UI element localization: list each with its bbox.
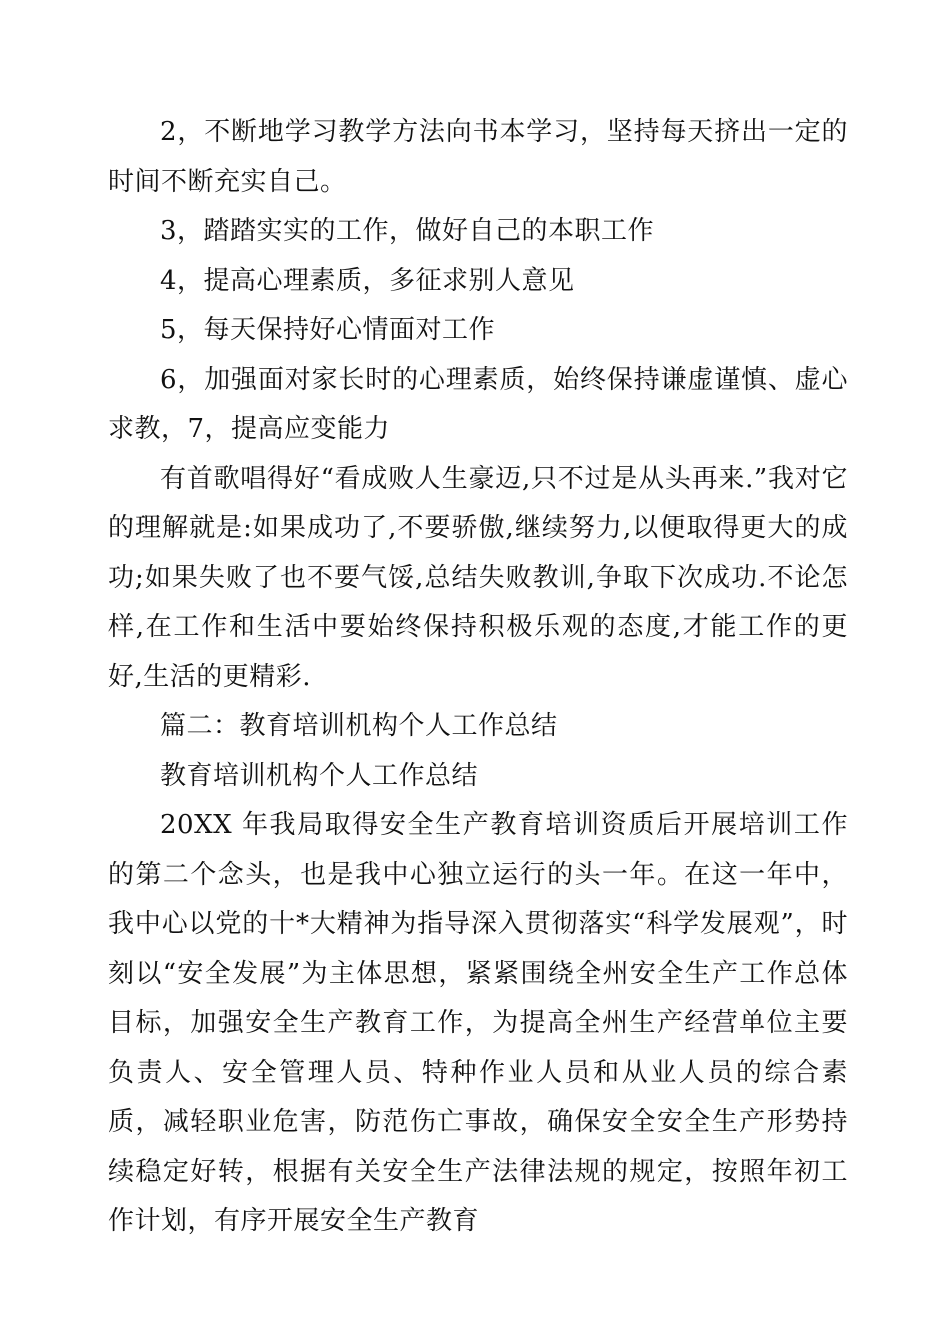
paragraph-item-5: 5，每天保持好心情面对工作	[160, 315, 496, 345]
section-heading: 篇二：教育培训机构个人工作总结	[160, 711, 558, 741]
paragraph-item-3: 3，踏踏实实的工作，做好自己的本职工作	[160, 216, 655, 246]
paragraph-song-reflection: 有首歌唱得好“看成败人生豪迈,只不过是从头再来.”我对它的理解就是:如果成功了,不要骄傲,继续努力,以便取得更大的成功;如果失败了也不要气馁,总结失败教训,争取下次成功.不论怎样,在工作和生活中要始终保持积极乐观的态度,才能工作的更好,生活的更精彩.	[108, 463, 848, 692]
paragraph-item-6-7: 6，加强面对家长时的心理素质，始终保持谦虚谨慎、虚心求教，7，提高应变能力	[108, 364, 848, 444]
section-title: 教育培训机构个人工作总结	[160, 760, 479, 791]
paragraph-summary-intro: 20XX 年我局取得安全生产教育培训资质后开展培训工作的第二个念头，也是我中心独立运行的头一年。在这一年中，我中心以党的十*大精神为指导深入贯彻落实“科学发展观”，时刻以“安全发展”为主体思想，紧紧围绕全州安全生产工作总体目标，加强安全生产教育工作，为提高全州生产经营单位主要负责人、安全管理人员、特种作业人员和从业人员的综合素质，减轻职业危害，防范伤亡事故，确保安全安全生产形势持续稳定好转，根据有关安全生产法律法规的规定，按照年初工作计划，有序开展安全生产教育	[108, 810, 848, 1236]
paragraph-item-2: 2，不断地学习教学方法向书本学习，坚持每天挤出一定的时间不断充实自己。	[108, 117, 848, 197]
paragraph-item-4: 4，提高心理素质，多征求别人意见	[160, 265, 575, 296]
document-body	[108, 108, 848, 1247]
